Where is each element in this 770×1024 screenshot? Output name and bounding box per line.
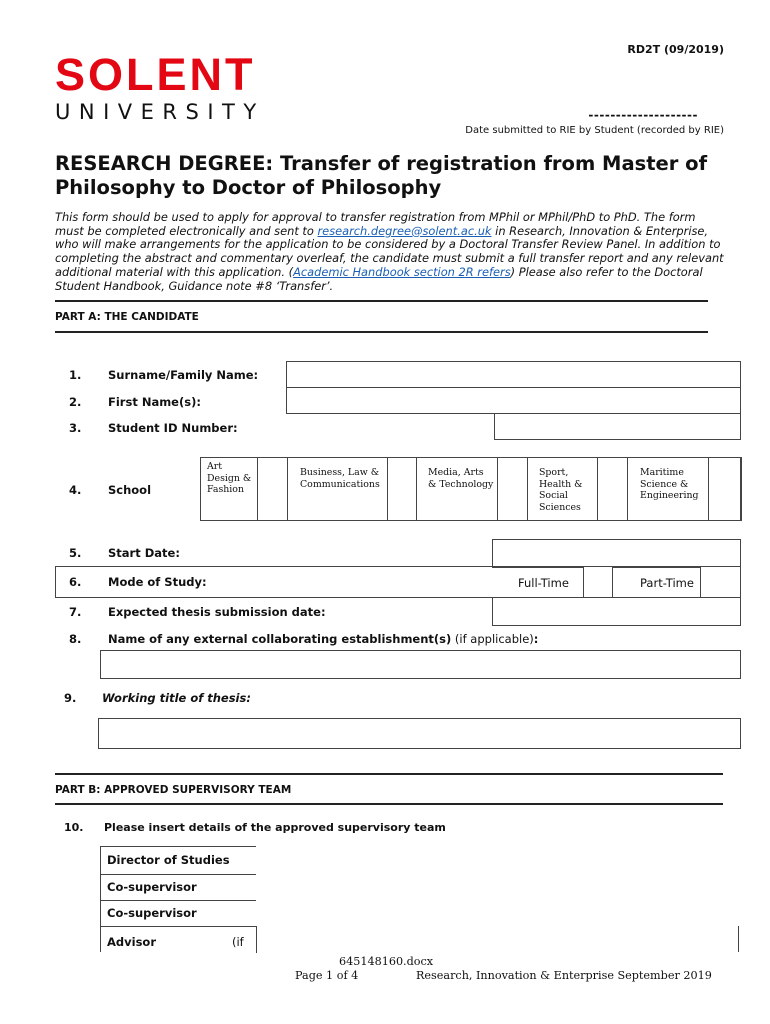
school-option-label: Business, Law & Communications xyxy=(300,467,380,490)
role-cosupervisor-1: Co-supervisor xyxy=(107,880,197,894)
field-number: 2. xyxy=(69,395,82,409)
external-input[interactable] xyxy=(100,650,741,679)
footer-dept: Research, Innovation & Enterprise September 2019 xyxy=(416,969,712,982)
handbook-link[interactable]: Academic Handbook section 2R refers xyxy=(293,264,511,279)
school-options xyxy=(200,457,741,521)
school-option-label: Art Design & Fashion xyxy=(207,461,252,496)
advisor-note: (if xyxy=(232,935,244,949)
cosupervisor-2-input[interactable] xyxy=(256,900,739,926)
thesis-title-label: Working title of thesis: xyxy=(102,691,251,705)
school-checkbox-media[interactable] xyxy=(497,457,528,521)
table-divider xyxy=(101,874,256,875)
supervisory-question: Please insert details of the approved supervisory team xyxy=(104,821,446,834)
table-divider xyxy=(101,926,256,927)
email-link[interactable]: research.degree@solent.ac.uk xyxy=(317,223,492,238)
footer-page: Page 1 of 4 xyxy=(295,969,359,982)
cosupervisor-1-input[interactable] xyxy=(256,874,739,900)
director-input[interactable] xyxy=(256,846,739,874)
field-number: 4. xyxy=(69,483,82,497)
first-name-input[interactable] xyxy=(286,387,741,414)
school-option-label: Maritime Science & Engineering xyxy=(640,467,699,502)
school-checkbox-maritime[interactable] xyxy=(708,457,742,521)
logo-university: UNIVERSITY xyxy=(55,100,265,124)
divider xyxy=(55,773,723,775)
role-director: Director of Studies xyxy=(107,853,230,867)
full-time-checkbox[interactable] xyxy=(583,566,613,598)
submission-date-label: Expected thesis submission date: xyxy=(108,605,326,619)
date-submitted-note: Date submitted to RIE by Student (recorded by RIE) xyxy=(465,125,724,136)
start-date-label: Start Date: xyxy=(108,546,180,560)
surname-label: Surname/Family Name: xyxy=(108,368,259,382)
field-number: 7. xyxy=(69,605,82,619)
field-number: 9. xyxy=(64,691,77,705)
external-label: Name of any external collaborating establishment(s) (if applicable): xyxy=(108,632,539,646)
divider xyxy=(55,300,708,302)
date-submitted-field[interactable]: -------------------- xyxy=(588,108,698,122)
divider xyxy=(55,803,723,805)
field-number: 3. xyxy=(69,421,82,435)
school-option-label: Media, Arts & Technology xyxy=(428,467,494,490)
field-number: 10. xyxy=(64,821,84,834)
intro-paragraph: This form should be used to apply for approval to transfer registration from MPhil or MPhil/PhD to PhD. The form must be completed electronically and sent to research.degree@solent.ac.uk in Research, Innovation & Enterprise, who will make arrangements for the application to be considered by a Doctoral Transfer Review Panel. In addition to completing the abstract and commentary overleaf, the candidate must submit a full transfer report and any relevant additional material with this application. (Academic Handbook section 2R refers) Please also refer to the Doctoral Student Handbook, Guidance note #8 ‘Transfer’. xyxy=(55,210,724,293)
mode-label: Mode of Study: xyxy=(108,575,207,589)
field-number: 5. xyxy=(69,546,82,560)
field-number: 8. xyxy=(69,632,82,646)
full-time-label: Full-Time xyxy=(518,576,569,590)
part-b-title: PART B: APPROVED SUPERVISORY TEAM xyxy=(55,784,292,796)
table-divider xyxy=(101,900,256,901)
footer-filename: 645148160.docx xyxy=(339,955,434,968)
advisor-input[interactable] xyxy=(256,926,739,952)
submission-date-input[interactable] xyxy=(492,597,741,626)
part-time-label: Part-Time xyxy=(640,576,694,590)
school-option-label: Sport, Health & Social Sciences xyxy=(539,467,583,513)
role-cosupervisor-2: Co-supervisor xyxy=(107,906,197,920)
student-id-input[interactable] xyxy=(494,413,741,440)
school-checkbox-art[interactable] xyxy=(257,457,288,521)
field-number: 6. xyxy=(69,575,82,589)
part-a-title: PART A: THE CANDIDATE xyxy=(55,311,199,323)
form-code: RD2T (09/2019) xyxy=(627,43,724,56)
divider xyxy=(55,331,708,333)
part-time-checkbox[interactable] xyxy=(700,566,741,598)
role-advisor: Advisor xyxy=(107,935,156,949)
logo-solent: SOLENT xyxy=(55,49,256,100)
field-number: 1. xyxy=(69,368,82,382)
first-name-label: First Name(s): xyxy=(108,395,201,409)
page-title: RESEARCH DEGREE: Transfer of registration from Master of Philosophy to Doctor of Philosophy xyxy=(55,152,708,199)
thesis-title-input[interactable] xyxy=(98,718,741,749)
school-checkbox-business[interactable] xyxy=(387,457,417,521)
school-checkbox-sport[interactable] xyxy=(597,457,628,521)
surname-input[interactable] xyxy=(286,361,741,388)
student-id-label: Student ID Number: xyxy=(108,421,238,435)
school-label: School xyxy=(108,483,152,497)
start-date-input[interactable] xyxy=(492,539,741,568)
